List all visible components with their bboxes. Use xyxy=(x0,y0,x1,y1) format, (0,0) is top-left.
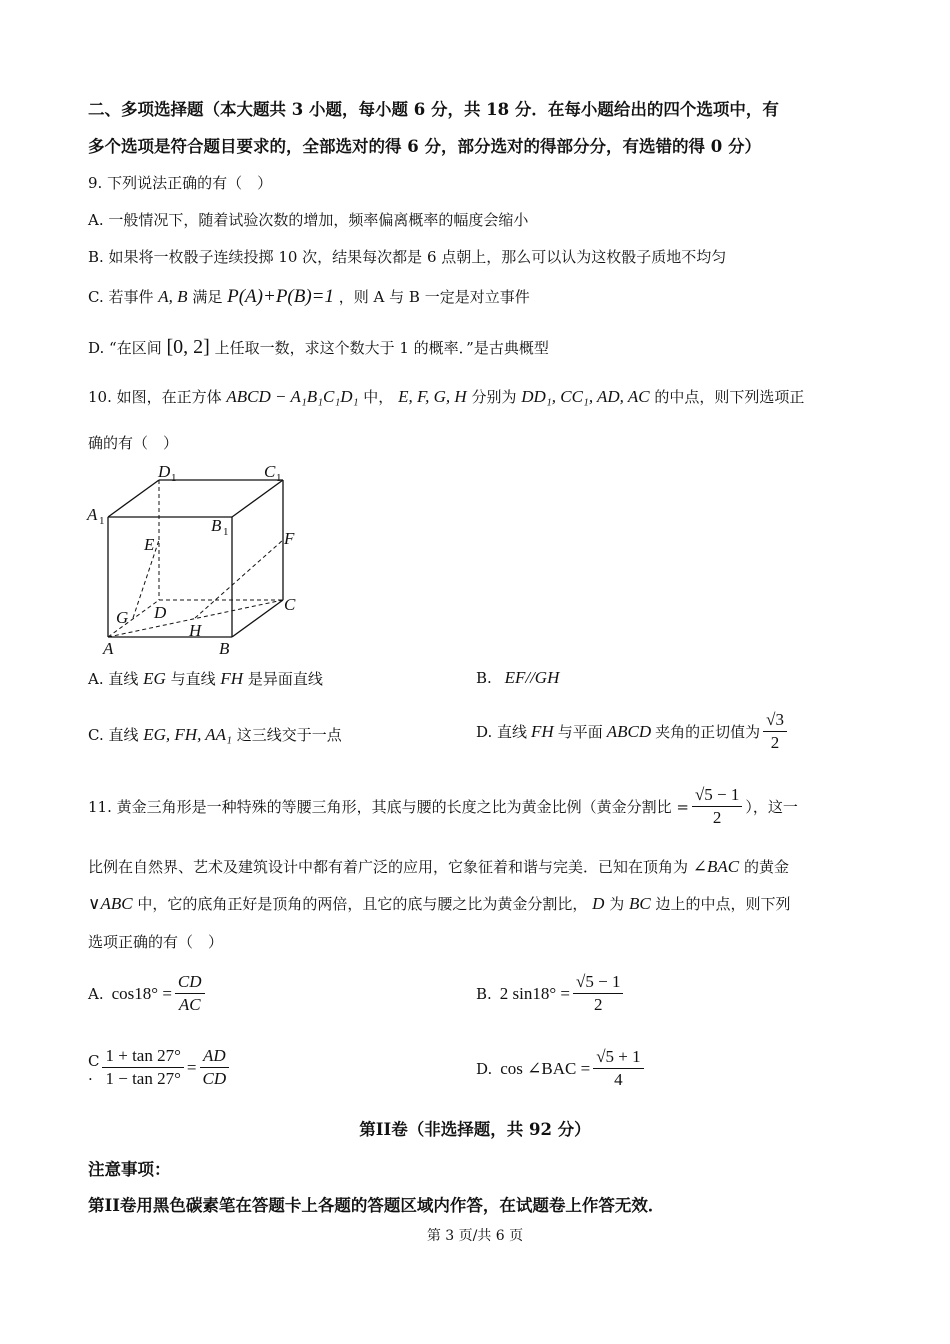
q10-stem-mid2: 分别为 xyxy=(471,388,517,406)
q10-a-line1: EG xyxy=(143,669,166,688)
q11-l1-post: ），这一 xyxy=(745,798,798,816)
q11-a-lhs: cos18° = xyxy=(111,983,172,1003)
q9-d-post: 上任取一数，求这个数大于 1 的概率．”是古典概型 xyxy=(214,339,549,357)
q10-b-label: B. xyxy=(476,669,492,687)
q10-d-num: √3 xyxy=(763,710,787,732)
segment-hf xyxy=(195,540,283,618)
label-g: G xyxy=(116,608,129,627)
q9-c-pre: C. 若事件 xyxy=(88,288,154,306)
q10-stem-mid: 中， xyxy=(363,388,394,406)
q10-c-pre: C. 直线 xyxy=(88,726,139,744)
q11-a-label: A. xyxy=(88,984,104,1003)
part2-instruction: 第II卷用黑色碳素笔在答题卡上各题的答题区域内作答，在试题卷上作答无效． xyxy=(88,1196,665,1215)
q9-d-pre: D. “在区间 xyxy=(88,339,162,357)
q9-option-a: A. 一般情况下，随着试验次数的增加，频率偏离概率的幅度会缩小 xyxy=(88,211,529,229)
label-c1: C xyxy=(264,462,276,481)
q11-l1-num: √5 − 1 xyxy=(692,785,742,807)
edge-bc xyxy=(232,600,283,637)
q10-option-d xyxy=(476,710,790,753)
q11-d-den: 4 xyxy=(614,1070,623,1089)
q11-c-den: 1 − tan 27° xyxy=(105,1069,181,1088)
label-h: H xyxy=(189,621,202,640)
q9-option-d xyxy=(88,336,549,359)
label-a1: A xyxy=(87,505,98,524)
q10-a-post: 是异面直线 xyxy=(247,670,323,688)
label-b1-sub: 1 xyxy=(223,526,229,538)
q11-l3-mid2: 为 xyxy=(609,895,625,913)
part2-notice: 注意事项： xyxy=(88,1160,171,1179)
q11-golden-fraction xyxy=(692,785,742,828)
q11-l3-d: D xyxy=(592,894,605,913)
q11-c-fraction-right xyxy=(199,1046,229,1089)
cube-figure xyxy=(85,455,310,660)
label-d1-sub: 1 xyxy=(171,472,177,484)
q10-midpoints: DD₁, CC₁, AD, AC xyxy=(521,387,650,406)
q11-option-b xyxy=(476,972,626,1015)
q10-option-b xyxy=(476,668,559,688)
label-b1: B xyxy=(211,516,222,535)
q11-line1 xyxy=(88,785,798,828)
label-a: A xyxy=(103,639,114,658)
q11-c-num2: AD xyxy=(200,1046,229,1068)
q11-option-d xyxy=(476,1047,647,1090)
label-a1-sub: 1 xyxy=(99,515,105,527)
q10-d-fraction xyxy=(763,710,787,753)
q10-c-lines: EG, FH, AA₁ xyxy=(143,725,232,744)
q10-stem-post: 的中点，则下列选项正 xyxy=(654,388,805,406)
label-d1: D xyxy=(158,462,171,481)
q10-stem-pre: 10. 如图，在正方体 xyxy=(88,388,222,406)
q10-option-c xyxy=(88,724,342,745)
q11-b-den: 2 xyxy=(593,995,603,1014)
q11-l2-pre: 比例在自然界、艺术及建筑设计中都有着广泛的应用，它象征着和谐与完美．已知在顶角为 xyxy=(88,858,689,876)
q11-l3-bc: BC xyxy=(629,894,651,913)
q10-d-den: 2 xyxy=(770,733,780,752)
q11-a-fraction xyxy=(175,972,205,1015)
q11-l1-pre: 11. 黄金三角形是一种特殊的等腰三角形，其底与腰的长度之比为黄金比例（黄金分割比 = xyxy=(88,798,689,816)
label-c: C xyxy=(284,595,296,614)
q11-a-num: CD xyxy=(175,972,205,994)
edge-b1c1 xyxy=(232,480,283,517)
q10-d-plane: ABCD xyxy=(606,721,652,741)
q11-line3 xyxy=(88,893,791,914)
q11-c-num: 1 + tan 27° xyxy=(102,1046,183,1068)
q11-option-a xyxy=(88,972,208,1015)
q11-c-eq: = xyxy=(186,1057,197,1077)
section-heading-line1: 二、多项选择题（本大题共 3 小题，每小题 6 分，共 18 分．在每小题给出的四个选项中，有 xyxy=(88,100,779,119)
q10-points: E, F, G, H xyxy=(398,387,467,406)
q9-option-c xyxy=(88,286,530,308)
label-c1-sub: 1 xyxy=(276,472,282,484)
q11-d-lhs: cos ∠BAC = xyxy=(500,1058,591,1078)
q11-c-dot: . xyxy=(88,1065,93,1084)
q10-d-post: 夹角的正切值为 xyxy=(655,723,761,741)
q11-b-fraction xyxy=(573,972,623,1015)
q11-l3-mid: 中，它的底角正好是顶角的两倍，且它的底与腰之比为黄金分割比， xyxy=(137,895,588,913)
q11-l2-angle: ∠BAC xyxy=(692,857,740,876)
q10-d-pre: D. 直线 xyxy=(476,723,528,741)
q10-cube: ABCD − A₁B₁C₁D₁ xyxy=(226,387,359,406)
q11-l2-post: 的黄金 xyxy=(743,858,789,876)
page-footer: 第 3 页/共 6 页 xyxy=(426,1228,524,1244)
q11-d-num: √5 + 1 xyxy=(593,1047,643,1069)
q10-a-pre: A. 直线 xyxy=(88,670,139,688)
q11-line4: 选项正确的有（ ） xyxy=(88,933,224,951)
part2-title: 第II卷（非选择题，共 92 分） xyxy=(359,1120,591,1139)
q11-c-fraction-left xyxy=(102,1046,183,1089)
label-f: F xyxy=(284,529,295,548)
label-e: E xyxy=(144,535,155,554)
q11-l1-den: 2 xyxy=(712,808,722,827)
q10-option-a xyxy=(88,668,323,689)
section-heading-line2: 多个选项是符合题目要求的，全部选对的得 6 分，部分选对的得部分分，有选错的得 0 分） xyxy=(88,137,761,156)
q11-b-lhs: 2 sin18° = xyxy=(499,983,571,1003)
q11-c-den2: CD xyxy=(202,1069,227,1088)
q11-a-den: AC xyxy=(178,995,201,1014)
q9-c-mid: 满足 xyxy=(192,288,223,306)
q9-c-formula: P(A)+P(B)=1 xyxy=(227,286,334,307)
q11-c-label: C xyxy=(88,1051,100,1070)
q11-d-label: D. xyxy=(476,1059,493,1078)
q9-c-post: ，则 A 与 B 一定是对立事件 xyxy=(338,288,530,306)
q11-line2 xyxy=(88,856,789,877)
label-b: B xyxy=(219,639,230,658)
q11-d-fraction xyxy=(593,1047,643,1090)
q10-stem-line2: 确的有（ ） xyxy=(88,434,179,452)
q9-option-b: B. 如果将一枚骰子连续投掷 10 次，结果每次都是 6 点朝上，那么可以认为这枚骰子质地不均匀 xyxy=(88,248,727,266)
q10-c-post: 这三线交于一点 xyxy=(236,726,342,744)
label-d: D xyxy=(154,603,167,622)
q9-stem: 9. 下列说法正确的有（ ） xyxy=(88,174,273,192)
q10-stem xyxy=(88,386,804,407)
q10-a-line2: FH xyxy=(220,669,244,688)
q9-d-interval: [0, 2] xyxy=(166,336,210,358)
q11-option-c xyxy=(88,1046,232,1089)
q11-b-label: B. xyxy=(476,984,492,1003)
q10-d-line: FH xyxy=(531,721,554,741)
q10-d-mid: 与平面 xyxy=(557,723,603,741)
q11-c-label-wrap xyxy=(88,1051,100,1084)
q11-l3-post: 边上的中点，则下列 xyxy=(655,895,791,913)
edge-a1d1 xyxy=(108,480,159,517)
q10-b-formula: EF//GH xyxy=(504,668,560,687)
q11-l3-triangle: ∨ABC xyxy=(88,894,133,913)
q9-c-vars: A, B xyxy=(158,287,188,306)
q10-a-mid: 与直线 xyxy=(170,670,216,688)
q11-b-num: √5 − 1 xyxy=(573,972,623,994)
